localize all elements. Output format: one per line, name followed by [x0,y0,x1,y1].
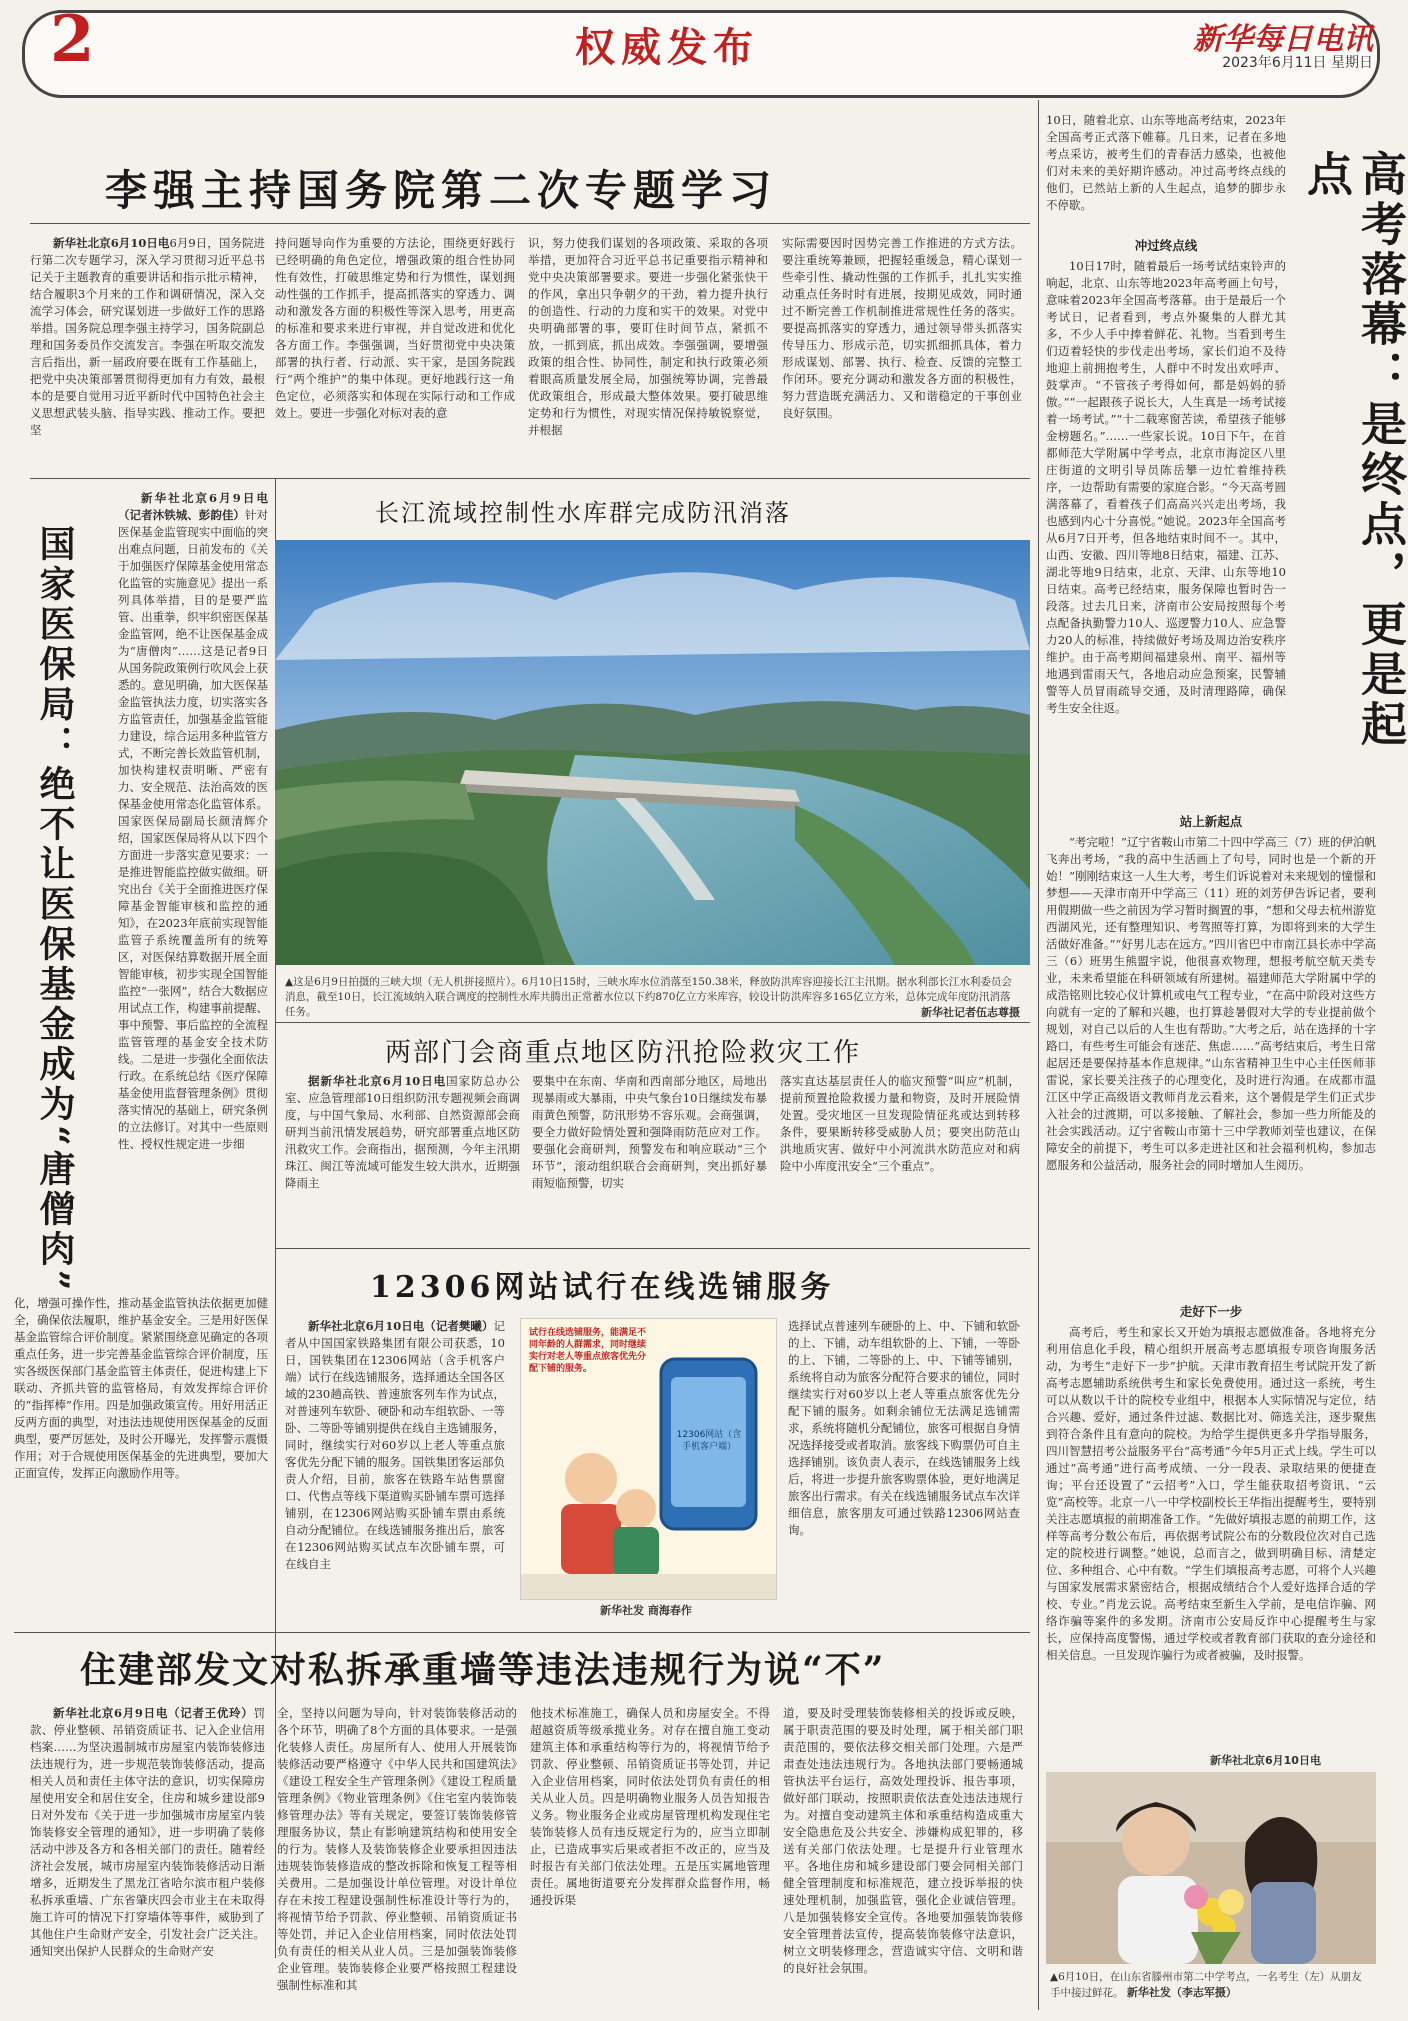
article2-body2: 化，增强可操作性，推动基金监管执法依据更加健全，确保依法履职，维护基金安全。三是用好医保基金监管综合评价制度。紧紧围绕意见确定的各项重点任务，进一步完善基金监管综合评价制度，压实各级医保部门基金监管主体责任，促进构建上下联动、齐抓共管的监管格局，有效发挥综合评价的“指挥棒”作用。四是加强政策宣传。用好用活正反两方面的典型，对违法违规使用医保基金的反面典型，要严厉惩处，及时公开曝光，发挥警示震慑作用；对于合规使用医保基金的先进典型，要加大正面宣传，发挥正向激励作用等。 [14,1296,268,1480]
photo2-credit: 新华社发（李志军摄） [1126,1986,1237,1999]
three-gorges-dam-photo [275,540,1030,965]
cartoon-phone-label: 12306网站（含手机客户端） [676,1430,742,1452]
divider [30,223,1030,224]
article1-col4: 实际需要因时因势完善工作推进的方式方法。要注重统筹兼顾，把握轻重缓急，精心谋划一些牵引性、撬动性强的工作抓手，扎扎实实推动重点任务时时有进展，按期见成效，同时通过不断完善工作机制推进常规性任务的落实。要提高抓落实的穿透力，通过领导带头抓落实传导压力、形成示范，切实抓细抓具体，着力形成谋划、部署、执行、检查、反馈的完整工作闭环。要充分调动和激发各方面的积极性，努力营造既充满活力、又和谐稳定的干事创业良好氛围。 [782,236,1022,420]
article2-body1: 新华社北京6月9日电（记者沐铁城、彭韵佳）针对医保基金监管现实中面临的突出难点问题，日前发布的《关于加强医疗保障基金使用常态化监管的实施意见》提出一系列具体举措，目的是要严监管、出重拳，织牢织密医保基金监管网，绝不让医保基金成为“唐僧肉”……这是记者9日从国务院政策例行吹风会上获悉的。意见明确，加大医保基金监管执法力度，切实落实各方监管责任，加强基金监管能力建设，综合运用多种监管方式，不断完善长效监管机制，加快构建权责明晰、严密有力、安全规范、法治高效的医保基金使用常态化监管体系。国家医保局副局长颜清辉介绍，国家医保局将从以下四个方面进一步落实意见要求：一是推进智能监控做实做细。研究出台《关于全面推进医疗保障基金智能审核和监控的通知》，在2023年底前实现智能监管子系统覆盖所有的统筹区，对医保结算数据开展全面智能审核，初步实现全国智能监控“一张网”，结合大数据应用试点工作，构建事前提醒、事中预警、事后监控的全流程监管管理的基金安全技术防线。二是进一步强化全面依法行政。在系统总结《医疗保障基金使用监督管理条例》贯彻落实情况的基础上，研究条例的立法修订。对其中一些原则性、授权性规定进一步细 [118,491,269,1151]
article1-col1: 新华社北京6月10日电6月9日，国务院进行第二次专题学习，深入学习贯彻习近平总书记关于主题教育的重要讲话和指示批示精神，结合履职3个月来的工作和调研情况，深入交流学习体会，研究谋划进一步做好工作的思路举措。国务院总理李强主持学习，国务院副总理和国务委员作交流发言。李强在听取交流发言后指出，新一届政府要在既有工作基础上，把党中央决策部署贯彻得更加有力有效，最根本的是要自觉用习近平新时代中国特色社会主义思想武装头脑、指导实践、推动工作。要把坚 [30,236,265,437]
divider [275,1248,1030,1249]
article1-col2: 持问题导向作为重要的方法论，围绕更好践行已经明确的角色定位，增强政策的组合性协同性有效性，打破思维定势和行为惯性，谋划拥动性强的工作抓手，提高抓落实的穿透力、调动和激发各方面的积极性等深入思考，用更高的标准和要求来进行审视，并自觉改进和优化各方面工作。李强强调，当好贯彻党中央决策部署的执行者、行动派、实干家，是国务院践行“两个维护”的集中体现。更好地践行这一角色定位，必须落实和体现在实际行动和工作成效上。要进一步强化对标对表的意 [275,236,515,420]
12306-cartoon [520,1318,777,1600]
article2-headline: 国家医保局：绝不让医保基金成为“唐僧肉” [34,525,76,1295]
article4-lead: 新华社北京6月10日电（记者樊曦） [308,1319,494,1333]
dam-illustration [275,540,1030,965]
cartoon-credit: 新华社发 商海春作 [600,1604,692,1617]
photo2-caption: ▲6月10日，在山东省滕州市第二中学考点，一名考生（左）从朋友手中接过鲜花。 新华社发（李志军摄） [1050,1971,1362,1999]
article2-lead: 新华社北京6月9日电（记者沐铁城、彭韵佳） [118,491,268,522]
article3-col1: 据新华社北京6月10日电国家防总办公室、应急管理部10日组织防汛专题视频会商调度，与中国气象局、水利部、自然资源部会商研判当前汛情发展趋势，研究部署重点地区防汛救灾工作。会商指出，据预测，今年主汛期珠江、闽江等流域可能发生较大洪水，近期强降雨主 [285,1074,520,1190]
photo1-credit: 新华社记者伍志尊摄 [921,1006,1020,1019]
article3-lead: 据新华社北京6月10日电 [308,1074,447,1088]
article5-col2: 全，坚持以问题为导向，针对装饰装修活动的各个环节，明确了8个方面的具体要求。一是强化装修人责任。房屋所有人、使用人开展装饰装修活动要严格遵守《中华人民共和国建筑法》《建设工程安全生产管理条例》《建设工程质量管理条例》《物业管理条例》《住宅室内装饰装修管理办法》等有关规定，要签订装饰装修管理服务协议，禁止有影响建筑结构和使用安全的行为。装修人及装饰装修企业要承担因违法违规装饰装修造成的整改拆除和恢复工程等相关费用。二是加强设计单位管理。对设计单位存在未按工程建设强制性标准设计等行为的，将视情节给予罚款、停业整顿、吊销资质证书等处罚，并记入企业信用档案，同时依法处罚负有责任的相关从业人员。三是加强装饰装修企业管理。装饰装修企业要严格按照工程建设强制性标准和其 [277,1706,517,1992]
divider [14,1632,1030,1633]
article6-sec3: 高考后，考生和家长又开始为填报志愿做准备。各地将充分利用信息化手段，精心组织开展高考志愿填报专项咨询服务活动，为考生“走好下一步”护航。天津市教育招生考试院开发了新高考志愿辅助系统供考生和家长免费使用。通过这一系统，考生可以从数以千计的院校专业组中，根据本人实际情况与定位，结合兴趣、爱好，通过条件过滤、数据比对、筛选关注，逐步聚焦到符合条件且有意向的院校。为给学生提供更多升学指导服务，四川智慧招考公益服务平台“高考通”今年5月正式上线。学生可以通过“高考通”进行高考成绩、一分一段表、录取结果的便捷查询；平台还设置了“云招考”入口，学生能获取招考资讯、“云览”高校等。北京一八一中学校副校长王华指出提醒考生，要特别关注志愿填报的前期准备工作。“先做好填报志愿的前期工作，这样等高考分数公布后，再依据考试院公布的分数段位次对自己选定的院校进行调整。”她说，总而言之，做到明确目标、清楚定位、多种组合、心中有数。“学生们填报高考志愿，可将个人兴趣与国家发展需求紧密结合，根据成绩结合个人爱好选择合适的学校、专业。”肖龙云说。高考结束至新生入学前，是电信诈骗、网络诈骗等案件的多发期。济南市公安局反诈中心提醒考生与家长，应保持高度警惕，通过学校或者教育部门获取的查分途径和相关信息。一旦发现诈骗行为或者被骗，及时报警。 [1046,1325,1376,1662]
newspaper-brand: 新华每日电讯 [1193,22,1373,57]
exam-flowers-photo [1046,1772,1376,1964]
article1-lead: 新华社北京6月10日电 [53,236,170,250]
article6-intro: 10日，随着北京、山东等地高考结束，2023年全国高考正式落下帷幕。几日来，记者在多地考点采访，被考生们的青春活力感染，也被他们对未来的美好期许感动。冲过高考终点线的他们，已然站上新的人生起点，追梦的脚步永不停歇。 [1046,113,1286,212]
article4-headline: 12306网站试行在线选铺服务 [370,1270,835,1305]
article6-sec3-title: 走好下一步 [1179,1304,1243,1319]
article6-sec2: “考完啦！”辽宁省鞍山市第二十四中学高三（7）班的伊泊帆飞奔出考场，“我的高中生活画上了句号，同时也是一个新的开始！”刚刚结束这一人生大考，考生们诉说着对未来规划的憧憬和梦想——天津市南开中学高三（11）班的刘芳伊告诉记者，要利用假期做一些之前因为学习暂时搁置的事，“想和父母去杭州游览西湖风光，还有整理知识、考驾照等打算，为即将到来的大学生活做好准备。”“好男儿志在远方。”四川省巴中市南江县长赤中学高三（6）班男生熊盟宇说，他很喜欢物理，想报考航空航天类专业，未来希望能在科研领域有所建树。福建师范大学附属中学的成浩铭则比较心仪计算机或电气工程专业，“在高中阶段对这些方向就有一定的了解和兴趣，也打算趁暑假对大学的专业提前做个规划，对自己以后的人生也有帮助。”大考之后，站在选择的十字路口，有些考生可能会有迷茫、焦虑……“高考结束后，考生日常起居还是要保持基本作息规律。”山东省精神卫生中心主任医师菲雷说，家长要关注孩子的心理变化，及时进行沟通。在成都市温江区中学正高级语文教师肖龙云看来，这个暑假是学生们正式步入社会的过渡期，可以多接触、了解社会，参加一些力所能及的社会实践活动。辽宁省鞍山市第十三中学教师刘莹也建议，在保障安全的前提下，考生可以多走进社区和社会福利机构，参加志愿服务和公益活动，服务社会的同时增加人生阅历。 [1046,835,1376,1172]
divider [30,478,1030,479]
issue-date: 2023年6月11日 星期日 [1222,55,1373,71]
page-number: 2 [50,2,95,77]
section-title: 权威发布 [575,24,759,71]
article6-sec2-title: 站上新起点 [1179,814,1243,829]
article6-sec1-part1: 10日17时，随着最后一场考试结束铃声的响起，北京、山东等地2023年高考画上句号，意味着2023年全国高考落幕。由于是最后一个考试日，记者看到，考点外聚集的人群尤其多，不少人手中捧着鲜花、礼物。当看到考生们迈着轻快的步伐走出考场，家长们迫不及待地迎上前拥抱考生，人群中不时发出欢呼声、鼓掌声。“不管孩子考得如何，都是妈妈的骄傲。”“一起跟孩子说长大，人生真是一场考试接着一场考试。”“十二载寒窗苦读，希望孩子能够金榜题名。”……一些家长说。10日下午，在首都师范大学附属中学考点，北京市海淀区八里庄街道的文明引导员陈岳攀一边忙着维持秩序，一边帮助有需要的家庭合影。“今天高考圆满落幕了，看着孩子们高高兴兴走出考场，我也感到内心十分喜悦。”她说。2023年全国高考从6月7日开考，但各地结束时间不一。其中，山西、安徽、四川等地8日结束，福建、江苏、湖北等地9日结束，北京、天津、山东等地10日结束。高考已经结束，服务保障也暂时告一段落。过去几日来，济南市公安局按照每个考点配备执勤警力10人、巡逻警力10人、应急警力20人的标准，持续做好考场及周边治安秩序维护。由于高考期间福建泉州、南平、福州等地遇到雷雨天气，各地启动应急预案，民警辅警等人员冒雨疏导交通，及时清理路障，确保考生安全往返。 [1046,259,1286,715]
article6-sec1-title: 冲过终点线 [1134,238,1198,253]
article6-headline: 高考落幕：是终点，更是起点 [1300,150,1408,750]
article3-col3: 落实直达基层责任人的临灾预警“叫应”机制，提前预置抢险救援力量和物资，及时开展险情处置。受灾地区一旦发现险情征兆或达到转移条件，要果断转移受威胁人员；要突出防范山洪地质灾害、做好中小河流洪水防范应对和病险中小库度汛安全“三个重点”。 [780,1074,1020,1173]
article5-headline: 住建部发文对私拆承重墙等违法违规行为说“不” [80,1649,886,1691]
photo1-title: 长江流域控制性水库群完成防汛消落 [375,499,791,527]
article3-col2: 要集中在东南、华南和西南部分地区，局地出现暴雨或大暴雨，中央气象台10日继续发布暴雨黄色预警，防汛形势不容乐观。会商强调，要全力做好险情处置和强降雨防范应对工作。要强化会商研判，预警发布和响应联动“三个环节”，滚动组织联合会商研判，突出抓好暴雨短临预警，切实 [532,1074,767,1190]
article3-headline: 两部门会商重点地区防汛抢险救灾工作 [385,1038,862,1068]
divider [275,1022,1030,1023]
divider [1038,100,1039,2010]
exam-photo-illustration [1046,1772,1376,1964]
cartoon-speech-bubble: 试行在线选铺服务，能满足不同年龄的人群需求，同时继续实行对老人等重点旅客优先分配下铺的服务。 [529,1328,647,1374]
article4-col1: 新华社北京6月10日电（记者樊曦）记者从中国国家铁路集团有限公司获悉，10日，国铁集团在12306网站（含手机客户端）试行在线选铺服务，选择通达全国各区域的230趟高铁、普速旅客列车作为试点，对普速列车软卧、硬卧和动车组软卧、一等卧、二等卧等铺别提供在线自主选铺服务，同时，继续实行对60岁以上老人等重点旅客优先分配下铺的服务。国铁集团客运部负责人介绍，目前，旅客在铁路车站售票窗口、代售点等线下渠道购买卧铺车票可选择铺别，在12306网站购买卧铺车票由系统自动分配铺位。在线选铺服务推出后，旅客在12306网站购买试点车次卧铺车票，可在线自主 [285,1319,505,1571]
article1-headline: 李强主持国务院第二次专题学习 [105,166,778,215]
article4-col2: 选择试点普速列车硬卧的上、中、下铺和软卧的上、下铺，动车组软卧的上、下铺，一等卧的上、下铺，二等卧的上、中、下铺等铺别，系统将自动为旅客分配符合要求的铺位，同时继续实行对60岁以上老人等重点旅客优先分配下铺的服务。如剩余铺位无法满足选铺需求，系统将随机分配铺位，旅客可根据自身情况选择接受或者取消。旅客线下购票仍可自主选择铺别。该负责人表示，在线选铺服务上线后，将进一步提升旅客购票体验，更好地满足旅客出行需求。有关在线选铺服务试点车次详细信息，旅客朋友可通过铁路12306网站查询。 [788,1319,1020,1537]
article5-lead: 新华社北京6月9日电（记者王优玲） [53,1706,254,1720]
article1-col3: 识，努力使我们谋划的各项政策、采取的各项举措，更加符合习近平总书记重要指示精神和党中央决策部署要求。要进一步强化紧张快干的作风，拿出只争朝夕的干劲，着力提升执行的创造性、行动的力度和实干的效果。对党中央明确部署的事，要盯住时间节点，紧抓不放，一抓到底，抓出成效。李强强调，要增强政策的组合性、协同性，制定和执行政策必须着眼高质量发展全局，加强统筹协调，完善最优政策组合，形成最大整体效果。要打破思维定势和行为惯性，对现实情况保持敏锐察觉，并根据 [528,236,768,437]
article5-col1: 新华社北京6月9日电（记者王优玲）罚款、停业整顿、吊销资质证书、记入企业信用档案……为坚决遏制城市房屋室内装饰装修违法违规行为，进一步规范装饰装修活动，提高相关人员和责任主体守法的意识，切实保障房屋使用安全和居住安全，住房和城乡建设部9日对外发布《关于进一步加强城市房屋室内装饰装修安全管理的通知》，进一步明确了装修活动中涉及各方和各相关部门的责任。随着经济社会发展，城市房屋室内装饰装修活动日渐增多，近期发生了黑龙江省哈尔滨市租户装修私拆承重墙、广东省肇庆四会市业主在未取得施工许可的情况下打穿墙体等事件，威胁到了其他住户生命财产安全，引发社会广泛关注。通知突出保护人民群众的生命财产安 [30,1706,265,1958]
article5-col4: 道，要及时受理装饰装修相关的投诉或反映，属于职责范围的要及时处理，属于相关部门职责范围的，要依法移交相关部门处理。六是严肃查处违法违规行为。各地执法部门要畅通城管执法平台运行，高效处理投诉、报告事项，做好部门联动，按照职责依法查处违法违规行为。对擅自变动建筑主体和承重结构造成重大安全隐患危及公共安全、涉嫌构成犯罪的，移送有关部门依法处理。七是提升行业管理水平。各地住房和城乡建设部门要会同相关部门健全管理制度和标准规范，建立投诉举报的快速处理机制，加强监管，强化企业诚信管理。八是加强装修安全宣传。各地要加强装饰装修安全管理普法宣传，提高装饰装修守法意识，树立文明装修理念，营造诚实守信、文明和谐的良好社会氛围。 [783,1706,1023,1975]
article6-dateline: 新华社北京6月10日电 [1210,1754,1321,1767]
article5-col3: 他技术标准施工，确保人员和房屋安全。不得超越资质等级承揽业务。对存在擅自施工变动建筑主体和承重结构等行为的，将视情节给予罚款、停业整顿、吊销资质证书等处罚，并记入企业信用档案，同时依法处罚负有责任的相关从业人员。四是明确物业服务人员告知报告义务。物业服务企业或房屋管理机构发现住宅装饰装修人员有违反规定行为的，应当立即制止，已造成事实后果或者拒不改正的，应当及时报告有关部门依法处理。五是压实属地管理责任。属地街道要充分发挥群众监督作用，畅通投诉渠 [530,1706,770,1907]
photo1-caption: ▲这是6月9日拍摄的三峡大坝（无人机拼接照片）。6月10日15时，三峡水库水位消落至150.38米，释放防洪库容迎接长江主汛期。据水利部长江水利委员会消息，截至10日，长江流域纳入联合调度的控制性水库共腾出正常蓄水位以下约870亿立方米库容，较设计防洪库容多165亿立方米，总体完成年度防汛消落任务。 新华社记者伍志尊摄 [285,976,1020,1019]
